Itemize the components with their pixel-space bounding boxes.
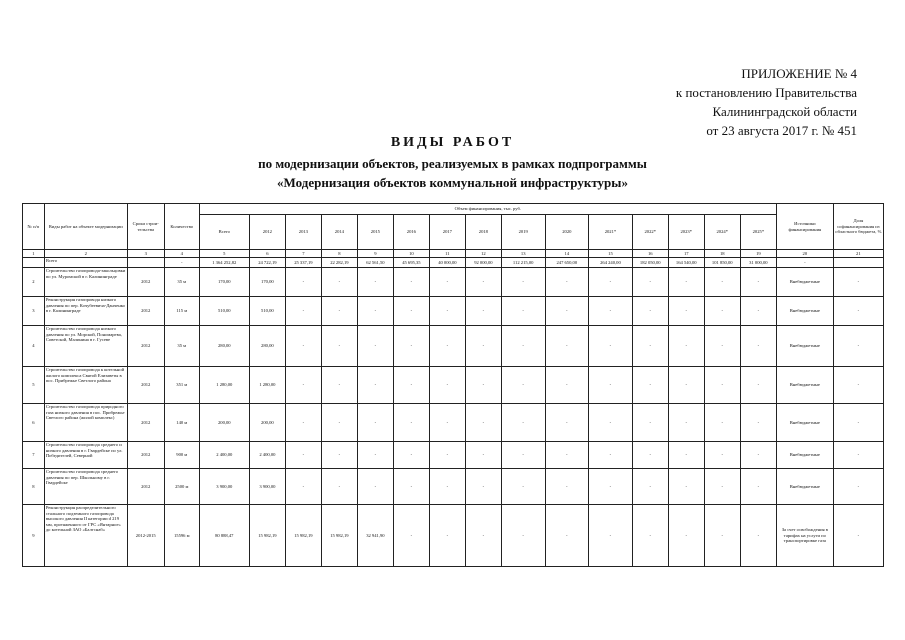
row-year-value: -: [393, 404, 429, 442]
total-num: [23, 258, 45, 268]
document-title: ВИДЫ РАБОТ: [390, 135, 515, 150]
total-year-value: 101 850,00: [704, 258, 740, 268]
document-subtitle-2: «Модернизация объектов коммунальной инфраструктуры»: [277, 175, 628, 190]
row-total: 80 888,47: [199, 505, 249, 567]
row-year-value: -: [545, 367, 589, 404]
row-year-value: -: [357, 404, 393, 442]
row-total: 170,00: [199, 268, 249, 297]
row-year-value: -: [465, 326, 501, 367]
col-header-year: 2022*: [632, 215, 668, 250]
row-share: -: [833, 442, 883, 469]
row-sources: Внебюджетные: [776, 469, 833, 505]
row-year-value: -: [740, 268, 776, 297]
row-year-value: -: [545, 297, 589, 326]
row-year-value: -: [465, 442, 501, 469]
table-row: [23, 268, 884, 297]
total-year-value: 182 050,00: [632, 258, 668, 268]
col-number-cell: 21: [833, 250, 883, 258]
row-work-type: Строительство газопровода низкого давления по ул. Морской, Пономарева, Советской, Малинина в г. Гусеве: [44, 326, 127, 367]
row-year-value: -: [357, 367, 393, 404]
row-year-value: -: [668, 469, 704, 505]
row-sources: Внебюджетные: [776, 297, 833, 326]
row-qty: 900 м: [164, 442, 199, 469]
row-year-value: -: [740, 297, 776, 326]
row-period: 2012: [127, 297, 164, 326]
row-period: 2012: [127, 326, 164, 367]
row-share: -: [833, 404, 883, 442]
row-year-value: -: [589, 297, 633, 326]
row-sources: Внебюджетные: [776, 268, 833, 297]
row-year-value: -: [321, 297, 357, 326]
row-year-value: 3 900,00: [249, 469, 285, 505]
col-header-sources: Источники финансирования: [776, 204, 833, 250]
col-header-year: 2013: [285, 215, 321, 250]
row-total: 2 400,00: [199, 442, 249, 469]
row-year-value: -: [589, 367, 633, 404]
row-share: -: [833, 469, 883, 505]
row-year-value: -: [465, 297, 501, 326]
total-year-value: 24 722,19: [249, 258, 285, 268]
col-header-year: 2012: [249, 215, 285, 250]
total-year-value: 112 215,00: [501, 258, 545, 268]
row-period: 2012-2015: [127, 505, 164, 567]
row-year-value: -: [501, 297, 545, 326]
row-share: -: [833, 268, 883, 297]
row-work-type: Строительство газопровода среднего давления по пер. Школьному в г. Гвардейске: [44, 469, 127, 505]
row-year-value: -: [501, 326, 545, 367]
row-year-value: -: [501, 367, 545, 404]
row-year-value: -: [501, 268, 545, 297]
row-qty: 15596 м: [164, 505, 199, 567]
row-year-value: -: [357, 442, 393, 469]
total-period: [127, 258, 164, 268]
row-qty: 35 м: [164, 268, 199, 297]
row-year-value: -: [704, 442, 740, 469]
col-header-year: 2020: [545, 215, 589, 250]
row-total: 200,00: [199, 404, 249, 442]
total-year-value: 264 240,00: [589, 258, 633, 268]
row-year-value: 15 982,19: [285, 505, 321, 567]
row-year-value: -: [321, 469, 357, 505]
row-share: -: [833, 505, 883, 567]
total-year-value: 25 337,19: [285, 258, 321, 268]
row-year-value: -: [321, 367, 357, 404]
row-work-type: Строительство газопровода среднего и низкого давления в г. Гвардейске по ул. Победителей, Северной: [44, 442, 127, 469]
col-header-year: 2015: [357, 215, 393, 250]
row-year-value: -: [740, 367, 776, 404]
row-period: 2012: [127, 469, 164, 505]
appendix-label: ПРИЛОЖЕНИЕ № 4: [741, 66, 857, 81]
row-year-value: -: [668, 326, 704, 367]
row-year-value: -: [393, 326, 429, 367]
row-year-value: -: [632, 367, 668, 404]
row-year-value: -: [740, 442, 776, 469]
total-year-value: 22 282,19: [321, 258, 357, 268]
row-sources: Внебюджетные: [776, 367, 833, 404]
row-year-value: 32 941,90: [357, 505, 393, 567]
row-year-value: -: [632, 505, 668, 567]
col-number-cell: 15: [589, 250, 633, 258]
row-year-value: 1 280,00: [249, 367, 285, 404]
row-year-value: -: [501, 404, 545, 442]
col-header-year: 2017: [429, 215, 465, 250]
col-header-num: № п/п: [23, 204, 45, 250]
col-number-cell: 11: [429, 250, 465, 258]
row-work-type: Реконструкция распределительного стального подземного газопровода высокого давления II категории d 219 мм, протяженного от ГРС «Янтарное» до котельной ЗАО «Балтснаб»: [44, 505, 127, 567]
row-year-value: -: [589, 442, 633, 469]
works-table: [22, 203, 884, 567]
col-number-cell: 7: [285, 250, 321, 258]
row-sources: Внебюджетные: [776, 442, 833, 469]
row-period: 2012: [127, 442, 164, 469]
row-year-value: -: [285, 469, 321, 505]
col-header-year: 2014: [321, 215, 357, 250]
row-year-value: -: [545, 469, 589, 505]
col-number-cell: 10: [393, 250, 429, 258]
row-year-value: -: [668, 404, 704, 442]
row-year-value: -: [632, 268, 668, 297]
row-num: 5: [23, 367, 45, 404]
row-year-value: -: [285, 268, 321, 297]
row-num: 7: [23, 442, 45, 469]
row-year-value: -: [740, 404, 776, 442]
row-year-value: -: [501, 505, 545, 567]
row-year-value: -: [357, 326, 393, 367]
col-number-cell: 8: [321, 250, 357, 258]
row-year-value: -: [465, 268, 501, 297]
col-number-cell: 18: [704, 250, 740, 258]
row-year-value: -: [589, 469, 633, 505]
table-row: [23, 404, 884, 442]
col-header-funding: Объем финансирования, тыс. руб.: [199, 204, 776, 215]
col-header-year: 2016: [393, 215, 429, 250]
row-qty: 351 м: [164, 367, 199, 404]
total-year-value: 31 000,00: [740, 258, 776, 268]
col-header-year: 2018: [465, 215, 501, 250]
row-year-value: -: [740, 326, 776, 367]
col-number-cell: 9: [357, 250, 393, 258]
row-year-value: -: [589, 404, 633, 442]
col-number-cell: 2: [44, 250, 127, 258]
col-header-share: Доля софинансирования из областного бюджета, %: [833, 204, 883, 250]
col-header-year: 2023*: [668, 215, 704, 250]
row-year-value: -: [393, 268, 429, 297]
row-year-value: -: [465, 367, 501, 404]
col-header-year: 2021*: [589, 215, 633, 250]
total-qty: -: [164, 258, 199, 268]
total-sources: -: [776, 258, 833, 268]
row-num: 8: [23, 469, 45, 505]
row-year-value: -: [465, 469, 501, 505]
row-year-value: -: [321, 268, 357, 297]
row-year-value: -: [545, 404, 589, 442]
row-year-value: -: [740, 469, 776, 505]
col-number-cell: 16: [632, 250, 668, 258]
row-work-type: Строительство газопровода-закольцовки по ул. Муромской в г. Калининграде: [44, 268, 127, 297]
col-number-cell: 20: [776, 250, 833, 258]
row-num: 4: [23, 326, 45, 367]
col-header-year: 2025*: [740, 215, 776, 250]
row-year-value: -: [429, 367, 465, 404]
total-year-value: 45 695,35: [393, 258, 429, 268]
row-year-value: -: [589, 268, 633, 297]
row-year-value: -: [632, 469, 668, 505]
row-year-value: -: [545, 326, 589, 367]
row-year-value: -: [357, 297, 393, 326]
row-year-value: -: [704, 404, 740, 442]
col-header-qty: Количество: [164, 204, 199, 250]
resolution-date: от 23 августа 2017 г. № 451: [706, 123, 857, 138]
row-year-value: -: [545, 442, 589, 469]
total-share: [833, 258, 883, 268]
row-year-value: -: [740, 505, 776, 567]
row-year-value: -: [668, 297, 704, 326]
total-year-value: 92 000,00: [465, 258, 501, 268]
row-period: 2012: [127, 367, 164, 404]
row-year-value: -: [465, 505, 501, 567]
row-year-value: -: [668, 268, 704, 297]
row-year-value: -: [668, 367, 704, 404]
total-year-value: 247 650,00: [545, 258, 589, 268]
row-year-value: -: [704, 469, 740, 505]
row-share: -: [833, 297, 883, 326]
row-year-value: -: [429, 404, 465, 442]
row-year-value: 15 982,19: [321, 505, 357, 567]
row-year-value: 15 982,19: [249, 505, 285, 567]
row-year-value: -: [285, 297, 321, 326]
row-year-value: 2 400,00: [249, 442, 285, 469]
row-year-value: -: [321, 326, 357, 367]
row-year-value: -: [357, 469, 393, 505]
row-year-value: -: [285, 367, 321, 404]
row-year-value: -: [429, 326, 465, 367]
table-row: [23, 469, 884, 505]
table-row: [23, 297, 884, 326]
row-total: 510,00: [199, 297, 249, 326]
row-year-value: 170,00: [249, 268, 285, 297]
row-year-value: -: [704, 505, 740, 567]
row-share: -: [833, 326, 883, 367]
row-period: 2012: [127, 404, 164, 442]
row-year-value: -: [393, 367, 429, 404]
row-year-value: -: [632, 404, 668, 442]
col-number-cell: 3: [127, 250, 164, 258]
col-number-cell: 14: [545, 250, 589, 258]
row-year-value: -: [465, 404, 501, 442]
col-header-type: Виды работ на объекте модернизации: [44, 204, 127, 250]
col-header-period: Сроки строи-тельства: [127, 204, 164, 250]
total-label: Всего: [44, 258, 127, 268]
row-year-value: -: [429, 505, 465, 567]
row-year-value: -: [501, 442, 545, 469]
row-qty: 140 м: [164, 404, 199, 442]
document-header: [676, 64, 857, 140]
row-year-value: -: [393, 505, 429, 567]
row-sources: Внебюджетные: [776, 404, 833, 442]
table-row: [23, 326, 884, 367]
row-work-type: Реконструкция газопровода низкого давления по пер. Кочубеевича-Данченко в г. Калининграде: [44, 297, 127, 326]
row-year-value: -: [704, 326, 740, 367]
row-year-value: -: [393, 442, 429, 469]
row-year-value: -: [632, 297, 668, 326]
resolution-label: к постановлению Правительства: [675, 85, 857, 100]
row-work-type: Строительство газопровода природного газа низкого давления в пос. Прибрежье Светлого района (жилой комплекс): [44, 404, 127, 442]
row-year-value: -: [632, 326, 668, 367]
row-year-value: 510,00: [249, 297, 285, 326]
col-number-cell: 12: [465, 250, 501, 258]
row-work-type: Строительство газопровода к котельной жилого комплекса Святой Елизаветы в пос. Прибрежье Светлого района: [44, 367, 127, 404]
col-header-year: 2019: [501, 215, 545, 250]
table-row: [23, 505, 884, 567]
row-year-value: -: [393, 297, 429, 326]
table-row: [23, 442, 884, 469]
row-year-value: 200,00: [249, 404, 285, 442]
row-sources: Внебюджетные: [776, 326, 833, 367]
row-period: 2012: [127, 268, 164, 297]
col-number-cell: 4: [164, 250, 199, 258]
table-row: [23, 367, 884, 404]
total-year-value: 40 000,00: [429, 258, 465, 268]
row-total: 280,00: [199, 326, 249, 367]
row-num: 2: [23, 268, 45, 297]
region-label: Калининградской области: [712, 104, 857, 119]
document-subtitle-1: по модернизации объектов, реализуемых в рамках подпрограммы: [258, 156, 647, 171]
row-year-value: -: [285, 442, 321, 469]
row-year-value: -: [429, 469, 465, 505]
row-year-value: -: [632, 442, 668, 469]
col-number-cell: 6: [249, 250, 285, 258]
row-year-value: -: [429, 442, 465, 469]
total-sum: 1 364 252,82: [199, 258, 249, 268]
row-total: 1 280,00: [199, 367, 249, 404]
total-year-value: 62 561,50: [357, 258, 393, 268]
col-header-total: Всего: [199, 215, 249, 250]
col-number-cell: 1: [23, 250, 45, 258]
row-num: 3: [23, 297, 45, 326]
row-year-value: -: [429, 268, 465, 297]
row-year-value: -: [285, 404, 321, 442]
row-year-value: -: [668, 505, 704, 567]
row-sources: За счет освобождения в тарифах на услуги по транспортировке газа: [776, 505, 833, 567]
col-number-cell: 17: [668, 250, 704, 258]
row-year-value: -: [545, 505, 589, 567]
row-year-value: -: [321, 404, 357, 442]
col-number-cell: 5: [199, 250, 249, 258]
col-number-cell: 19: [740, 250, 776, 258]
row-num: 6: [23, 404, 45, 442]
row-year-value: -: [545, 268, 589, 297]
row-year-value: -: [429, 297, 465, 326]
row-share: -: [833, 367, 883, 404]
row-qty: 2500 м: [164, 469, 199, 505]
row-year-value: -: [668, 442, 704, 469]
row-year-value: -: [393, 469, 429, 505]
row-total: 3 900,00: [199, 469, 249, 505]
row-year-value: -: [357, 268, 393, 297]
row-year-value: -: [321, 442, 357, 469]
row-year-value: 280,00: [249, 326, 285, 367]
row-year-value: -: [589, 505, 633, 567]
row-year-value: -: [704, 367, 740, 404]
row-year-value: -: [704, 268, 740, 297]
col-number-cell: 13: [501, 250, 545, 258]
row-num: 9: [23, 505, 45, 567]
row-year-value: -: [589, 326, 633, 367]
row-year-value: -: [501, 469, 545, 505]
row-qty: 115 м: [164, 297, 199, 326]
col-header-year: 2024*: [704, 215, 740, 250]
row-year-value: -: [285, 326, 321, 367]
row-qty: 35 м: [164, 326, 199, 367]
row-year-value: -: [704, 297, 740, 326]
total-year-value: 164 540,00: [668, 258, 704, 268]
